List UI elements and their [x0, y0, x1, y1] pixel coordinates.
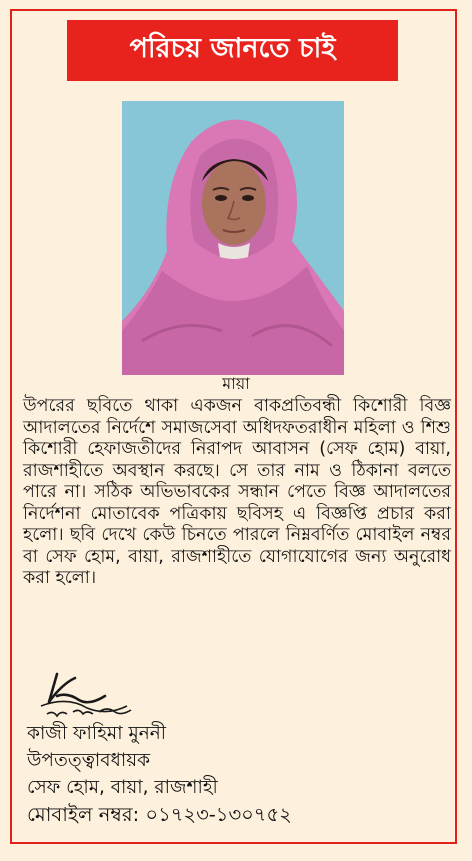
signatory-name: কাজী ফাহিমা মুননী: [27, 723, 167, 744]
handwritten-signature: [27, 666, 147, 722]
notice-body: উপরের ছবিতে থাকা একজন বাকপ্রতিবন্ধী কিশোরী বিজ্ঞ আদালতের নির্দেশে সমাজসেবা অধিদফতরাধীন মহিলা ও শিশু কিশোরী হেফাজতীদের নিরাপদ আবাসন (সেফ হোম) বায়া, রাজশাহীতে অবস্থান করছে। সে তার নাম ও ঠিকানা বলতে পারে না। সঠিক অভিভাবকের সন্ধান পেতে বিজ্ঞ আদালতের নির্দেশনা মোতাবেক পত্রিকায় ছবিসহ এ বিজ্ঞপ্তি প্রচার করা হলো। ছবি দেখে কেউ চিনতে পারলে নিম্নবর্ণিত মোবাইল নম্বর বা সেফ হোম, বায়া, রাজশাহীতে যোগাযোগের জন্য অনুরোধ করা হলো।: [23, 396, 451, 588]
notice-headline: পরিচয় জানতে চাই: [67, 20, 398, 81]
missing-person-photo: [122, 101, 344, 375]
photo-caption: মায়া: [222, 374, 250, 393]
portrait-illustration: [122, 101, 344, 375]
signatory-designation: উপতত্ত্বাবধায়ক: [27, 750, 151, 771]
signatory-block: [27, 720, 447, 828]
signatory-office: সেফ হোম, বায়া, রাজশাহী: [27, 777, 218, 798]
signatory-mobile: মোবাইল নম্বর: ০১৭২৩-১৩০৭৫২: [27, 803, 292, 826]
signature-image: [27, 666, 147, 722]
